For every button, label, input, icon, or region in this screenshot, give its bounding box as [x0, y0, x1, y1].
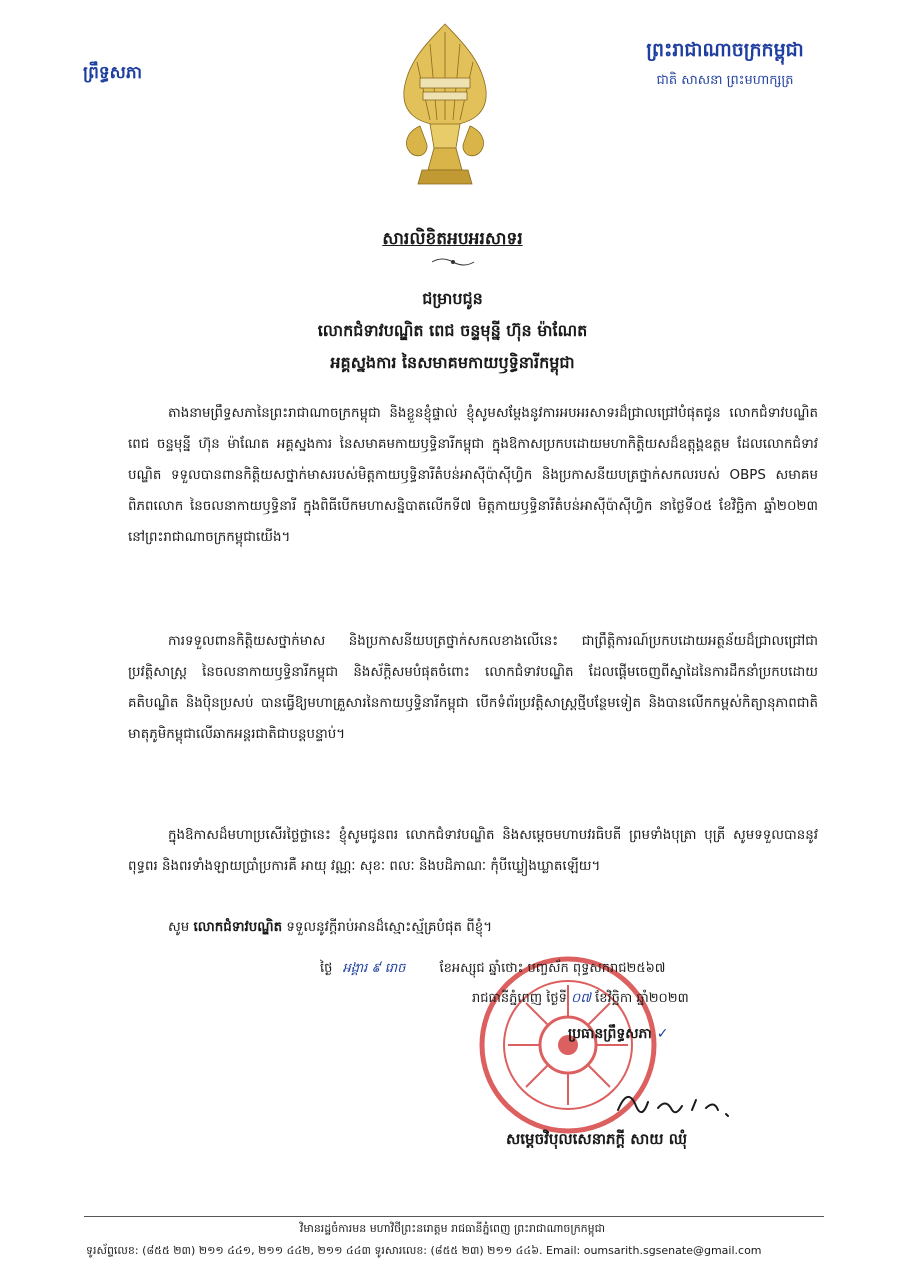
signature-icon: [614, 1080, 744, 1124]
lunar-date: [320, 960, 665, 979]
footer-address: វិមានរដ្ឋចំការមន មហាវិថីព្រះនរោត្តម រាជធានីភ្នំពេញ ព្រះរាជាណាចក្រកម្ពុជា: [299, 1222, 606, 1235]
signatory-position-label: ប្រធានព្រឹទ្ធសភា: [568, 1026, 652, 1042]
recipient-title: អគ្គស្នងការ នៃសមាគមកាយឫទ្ធិនារីកម្ពុជា: [330, 353, 575, 372]
closing-honorific: លោកជំទាវបណ្ឌិត: [193, 920, 283, 935]
solar-date-prefix: រាជធានីភ្នំពេញ ថ្ងៃទី: [472, 991, 567, 1006]
document-title: សារលិខិតអបអរសាទរ: [382, 229, 523, 249]
kingdom-heading: [615, 38, 835, 91]
lunar-date-prefix: ថ្ងៃ: [320, 961, 333, 976]
body-paragraph-1: តាងនាមព្រឹទ្ធសភានៃព្រះរាជាណាចក្រកម្ពុជា និងខ្លួនខ្ញុំផ្ទាល់ ខ្ញុំសូមសម្តែងនូវការអបអរសាទរដ៏ជ្រាលជ្រៅបំផុតជូន លោកជំទាវបណ្ឌិត ពេជ ចន្ទមុន្នី ហ៊ុន ម៉ាណែត អគ្គស្នងការ នៃសមាគមកាយឫទ្ធិនារីកម្ពុជា ក្នុងឱកាសប្រកបដោយមហាកិត្តិយសដ៏ឧត្តុង្គឧត្តម ដែលលោកជំទាវបណ្ឌិត ទទួលបានពានកិត្តិយសថ្នាក់មាសរបស់មិត្តកាយឫទ្ធិនារីតំបន់អាស៊ីប៉ាស៊ីហ្វិក និងប្រកាសនីយបត្រថ្នាក់សកលរបស់ OBPS សមាគមពិភពលោក នៃចលនាកាយឫទ្ធិនារី ក្នុងពិធីបើកមហាសន្និបាតលើកទី៧ មិត្តកាយឫទ្ធិនារីតំបន់អាស៊ីប៉ាស៊ីហ្វិក នាថ្ងៃទី០៥ ខែវិច្ឆិកា ឆ្នាំ២០២៣ នៅព្រះរាជាណាចក្រកម្ពុជាយើង។: [128, 406, 818, 545]
checkmark-icon: ✓: [656, 1026, 669, 1042]
footer-contact: ទូរស័ព្ទលេខ: (៨៥៥ ២៣) ២១១ ៤៤១, ២១១ ៤៤២, ២១១ ៤៤៣ ទូរសារលេខ: (៨៥៥ ២៣) ២១១ ៤៤៦. Email: oumsarith.sgsenate@gmail.com: [86, 1244, 762, 1257]
solar-date-rest: ខែវិច្ឆិកា ឆ្នាំ២០២៣: [595, 991, 689, 1006]
footer-divider: [84, 1216, 824, 1217]
body-paragraph-2: ការទទួលពានកិត្តិយសថ្នាក់មាស និងប្រកាសនីយបត្រថ្នាក់សកលខាងលើនេះ ជាព្រឹត្តិការណ៍ប្រកបដោយអត្ថន័យដ៏ជ្រាលជ្រៅជាប្រវត្តិសាស្ត្រ នៃចលនាកាយឫទ្ធិនារីកម្ពុជា និងស័ក្តិសមបំផុតចំពោះ លោកជំទាវបណ្ឌិត ដែលផ្តើមចេញពីស្នាដៃនៃការដឹកនាំប្រកបដោយគតិបណ្ឌិត និងប៉ិនប្រសប់ បានធ្វើឱ្យមហាគ្រួសារនៃកាយឫទ្ធិនារីកម្ពុជា បើកទំព័រប្រវត្តិសាស្ត្រថ្មីបន្ថែមទៀត និងបានលើកកម្ពស់កិត្យានុភាពជាតិមាតុភូមិកម្ពុជាលើឆាកអន្តរជាតិជាបន្តបន្ទាប់។: [128, 634, 818, 742]
lunar-date-handwritten: អង្គារ ៩ រោច: [342, 961, 406, 976]
royal-emblem-icon: [390, 20, 500, 190]
signatory-position: [568, 1024, 669, 1045]
senate-name: ព្រឹទ្ធសភា: [83, 63, 143, 83]
closing-suffix: ទទួលនូវក្តីរាប់អានដ៏ស្មោះស្ម័គ្របំផុត ពីខ្ញុំ។: [286, 920, 493, 935]
solar-date-handwritten: ០៧: [571, 991, 591, 1006]
closing-line: [168, 918, 492, 938]
closing-prefix: សូម: [168, 920, 190, 935]
lunar-date-rest: ខែអស្សុជ ឆ្នាំថោះ បញ្ចស័ក ពុទ្ធសករាជ២៥៦៧: [439, 961, 666, 976]
title-ornament-icon: [430, 256, 476, 268]
solar-date: [472, 990, 689, 1009]
signatory-name: សម្តេចវិបុលសេនាភក្តី សាយ ឈុំ: [506, 1130, 688, 1148]
body-paragraph-3: ក្នុងឱកាសដ៏មហាប្រសើរថ្លៃថ្លានេះ ខ្ញុំសូមជូនពរ លោកជំទាវបណ្ឌិត និងសម្តេចមហាបវរធិបតី ព្រមទាំងបុត្រា បុត្រី សូមទទួលបាននូវពុទ្ធពរ និងពរទាំងឡាយប្រាំប្រការគឺ អាយុ វណ្ណៈ សុខៈ ពលៈ និងបដិភាណៈ កុំបីឃ្លៀងឃ្លាតឡើយ។: [128, 828, 818, 874]
kingdom-name: ព្រះរាជាណាចក្រកម្ពុជា: [646, 39, 804, 61]
recipient-salutation: ជម្រាបជូន: [422, 289, 483, 308]
national-motto: ជាតិ សាសនា ព្រះមហាក្សត្រ: [656, 73, 794, 88]
recipient-name: លោកជំទាវបណ្ឌិត ពេជ ចន្ទមុន្នី ហ៊ុន ម៉ាណែត: [317, 321, 588, 340]
